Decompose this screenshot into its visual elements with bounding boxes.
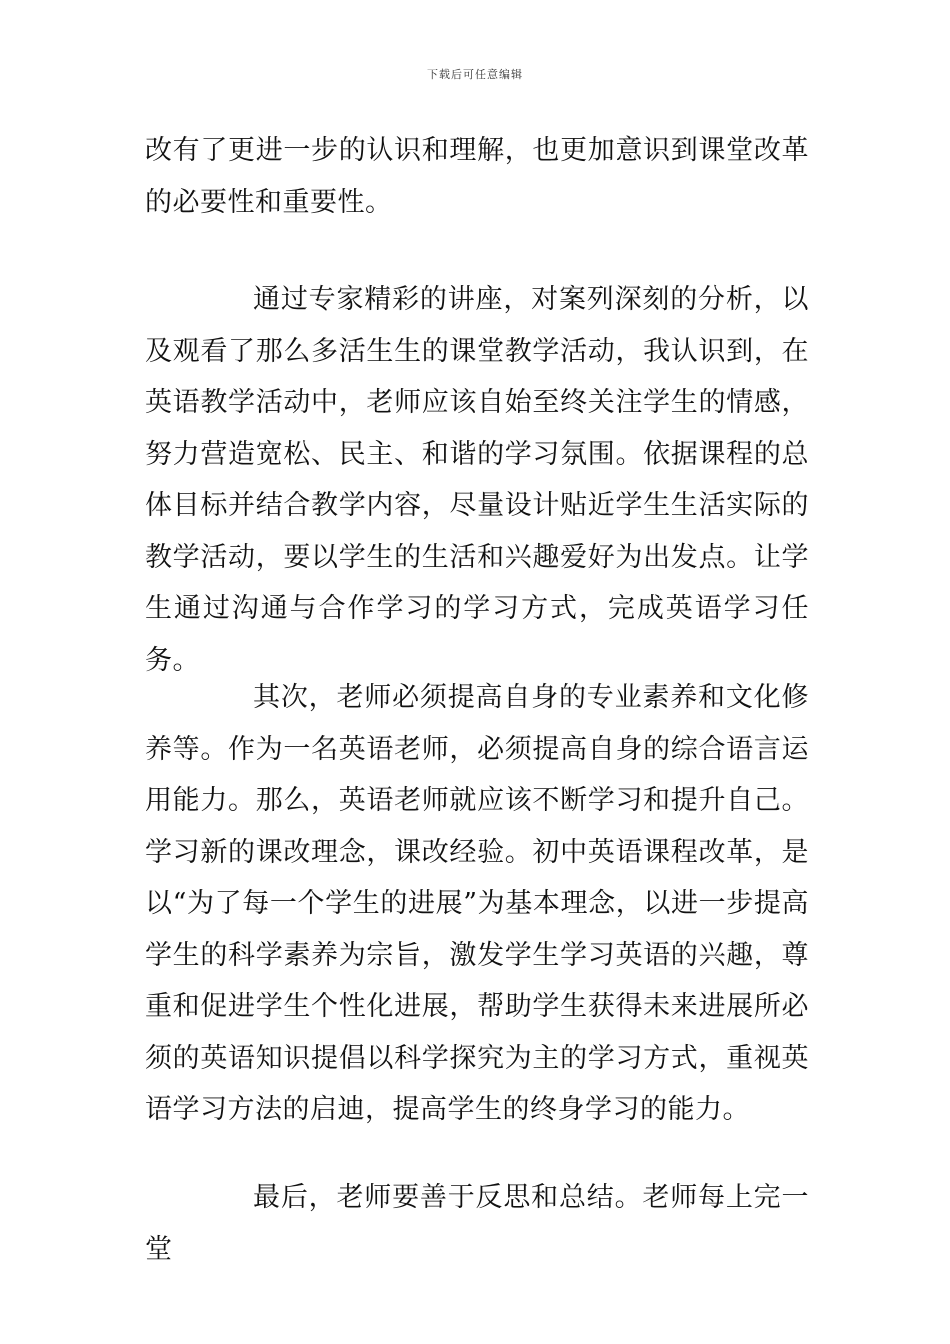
paragraph-3-block <box>145 672 809 1136</box>
page-header: 下载后可任意编辑 <box>427 68 523 81</box>
paragraph-1: 改有了更进一步的认识和理解，也更加意识到课堂改革的必要性和重要性。 <box>145 135 809 218</box>
paragraph-2-block <box>145 274 809 686</box>
paragraph-1-block <box>145 125 809 228</box>
paragraph-4: 最后，老师要善于反思和总结。老师每上完一堂 <box>145 1182 809 1265</box>
paragraph-4-block <box>145 1172 809 1275</box>
paragraph-2: 通过专家精彩的讲座，对案列深刻的分析，以及观看了那么多活生生的课堂教学活动，我认识到，在英语教学活动中，老师应该自始至终关注学生的情感，努力营造宽松、民主、和谐的学习氛围。依据课程的总体目标并结合教学内容，尽量设计贴近学生生活实际的教学活动，要以学生的生活和兴趣爱好为出发点。让学生通过沟通与合作学习的学习方式，完成英语学习任务。 <box>145 284 809 676</box>
paragraph-3: 其次，老师必须提高自身的专业素养和文化修养等。作为一名英语老师，必须提高自身的综合语言运用能力。那么，英语老师就应该不断学习和提升自己。学习新的课改理念，课改经验。初中英语课程改革，是以“为了每一个学生的进展”为基本理念，以进一步提高学生的科学素养为宗旨，激发学生学习英语的兴趣，尊重和促进学生个性化进展，帮助学生获得未来进展所必须的英语知识提倡以科学探究为主的学习方式，重视英语学习方法的启迪，提高学生的终身学习的能力。 <box>145 682 809 1125</box>
